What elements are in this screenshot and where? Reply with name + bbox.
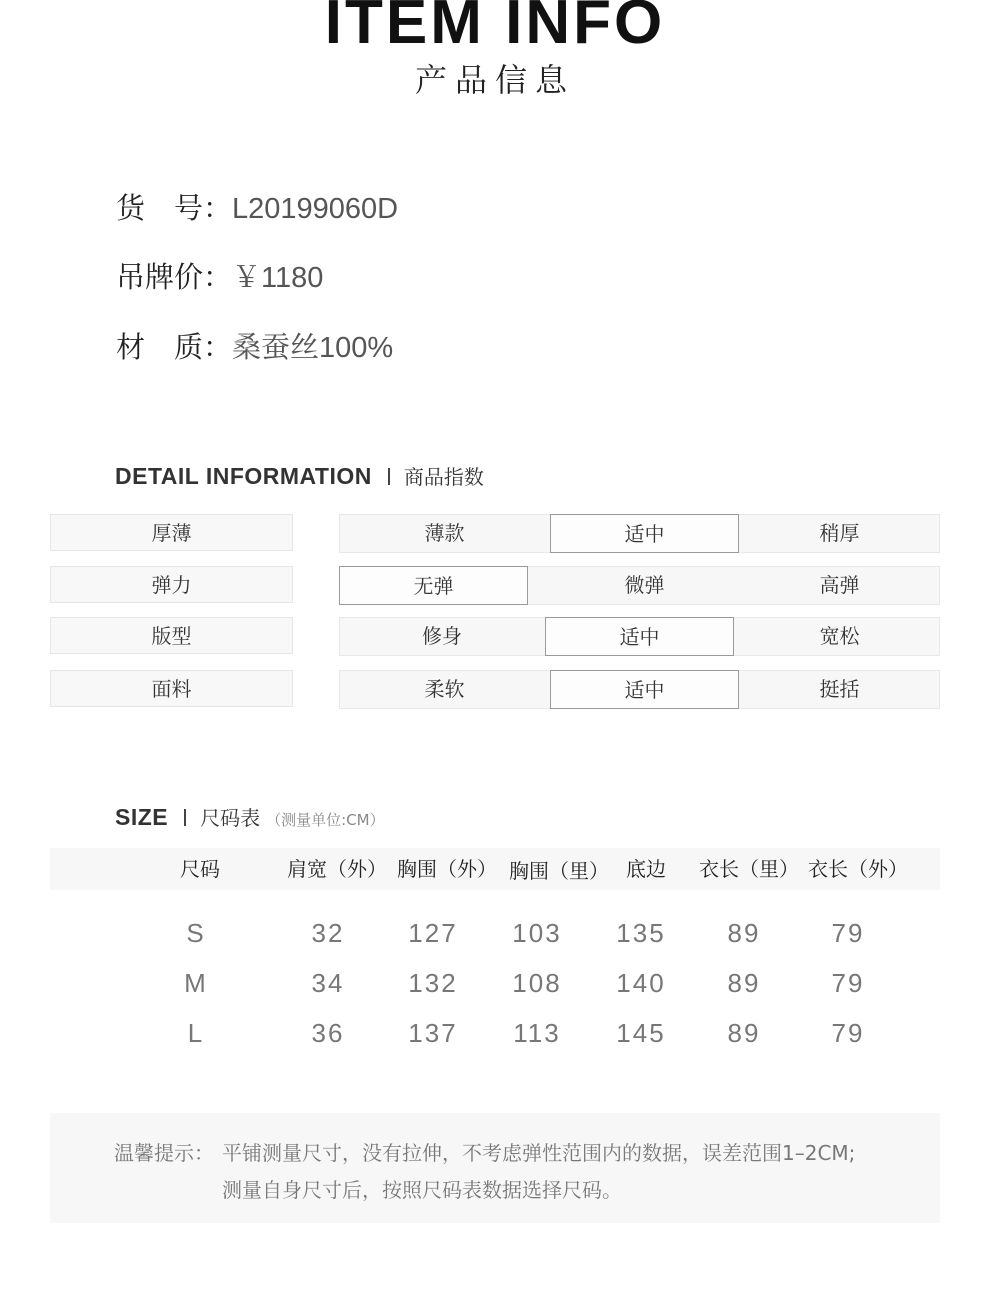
detail-heading-cn: 商品指数	[403, 465, 484, 489]
size-cell: 145	[616, 1018, 666, 1048]
size-cell: 36	[311, 1018, 345, 1048]
size-cell: 32	[311, 918, 345, 948]
size-cell: 89	[727, 1018, 761, 1048]
size-cell: 79	[831, 968, 865, 998]
size-col-header: 胸围（外）	[397, 857, 497, 881]
size-col-header: 底边	[626, 857, 666, 881]
size-cell: 89	[727, 968, 761, 998]
size-cell: 79	[831, 1018, 865, 1048]
detail-option-selected: 适中	[550, 670, 739, 709]
size-cell: 132	[408, 968, 458, 998]
size-heading	[115, 802, 385, 832]
size-cell: 103	[512, 918, 562, 948]
size-cell: 127	[408, 918, 458, 948]
info-row-item-number	[116, 188, 398, 228]
detail-label-fabric: 面料	[50, 670, 293, 707]
size-cell: S	[186, 918, 206, 948]
detail-option: 稍厚	[819, 521, 860, 545]
size-col-header: 胸围（里）	[509, 859, 609, 883]
size-cell: M	[184, 968, 208, 998]
size-cell: 34	[311, 968, 345, 998]
size-cell: L	[187, 1018, 205, 1048]
tip-line-1: 平铺测量尺寸，没有拉伸，不考虑弹性范围内的数据，误差范围1–2CM;	[222, 1141, 856, 1165]
heading-divider	[388, 468, 390, 485]
detail-option-selected: 无弹	[339, 566, 528, 605]
tip-label: 温馨提示：	[114, 1141, 214, 1165]
size-col-header: 尺码	[180, 857, 220, 881]
detail-option: 修身	[422, 624, 462, 648]
detail-option: 高弹	[819, 573, 860, 597]
size-col-header: 肩宽（外）	[287, 857, 387, 881]
detail-label-elasticity: 弹力	[50, 566, 293, 603]
info-value: 桑蚕丝100%	[232, 332, 394, 364]
size-cell: 108	[512, 968, 562, 998]
size-heading-en: SIZE	[115, 804, 169, 830]
size-cell: 89	[727, 918, 761, 948]
size-heading-cn: 尺码表	[200, 806, 261, 830]
detail-option: 微弹	[624, 573, 665, 597]
size-cell: 137	[408, 1018, 458, 1048]
tip-box	[50, 1113, 940, 1223]
detail-heading	[115, 461, 484, 491]
detail-option: 薄款	[424, 521, 465, 545]
detail-label-fit: 版型	[50, 617, 293, 654]
size-cell: 79	[831, 918, 865, 948]
detail-label-thickness: 厚薄	[50, 514, 293, 551]
info-label: 吊牌价：	[116, 260, 233, 294]
heading-divider	[184, 809, 186, 826]
detail-option: 宽松	[819, 624, 860, 648]
detail-option-selected: 适中	[550, 514, 739, 553]
page-title: ITEM INFO	[324, 0, 666, 57]
info-value: L20199060D	[232, 193, 399, 225]
info-label: 材 质：	[116, 330, 233, 364]
size-cell: 135	[616, 918, 666, 948]
size-cell: 113	[513, 1018, 561, 1048]
size-col-header: 衣长（里）	[699, 857, 799, 881]
size-unit-note: （测量单位:CM）	[266, 811, 385, 829]
info-value: ￥1180	[232, 262, 324, 294]
detail-heading-en: DETAIL INFORMATION	[115, 463, 372, 489]
tip-line-2: 测量自身尺寸后，按照尺码表数据选择尺码。	[222, 1178, 622, 1202]
detail-option: 柔软	[424, 677, 465, 701]
page-subtitle: 产品信息	[414, 61, 575, 99]
info-label: 货 号：	[116, 191, 233, 225]
size-col-header: 衣长（外）	[808, 857, 908, 881]
size-cell: 140	[616, 968, 666, 998]
info-row-material	[116, 327, 393, 367]
detail-option-selected: 适中	[545, 617, 734, 656]
info-row-price	[116, 257, 323, 297]
detail-option: 挺括	[819, 677, 860, 701]
